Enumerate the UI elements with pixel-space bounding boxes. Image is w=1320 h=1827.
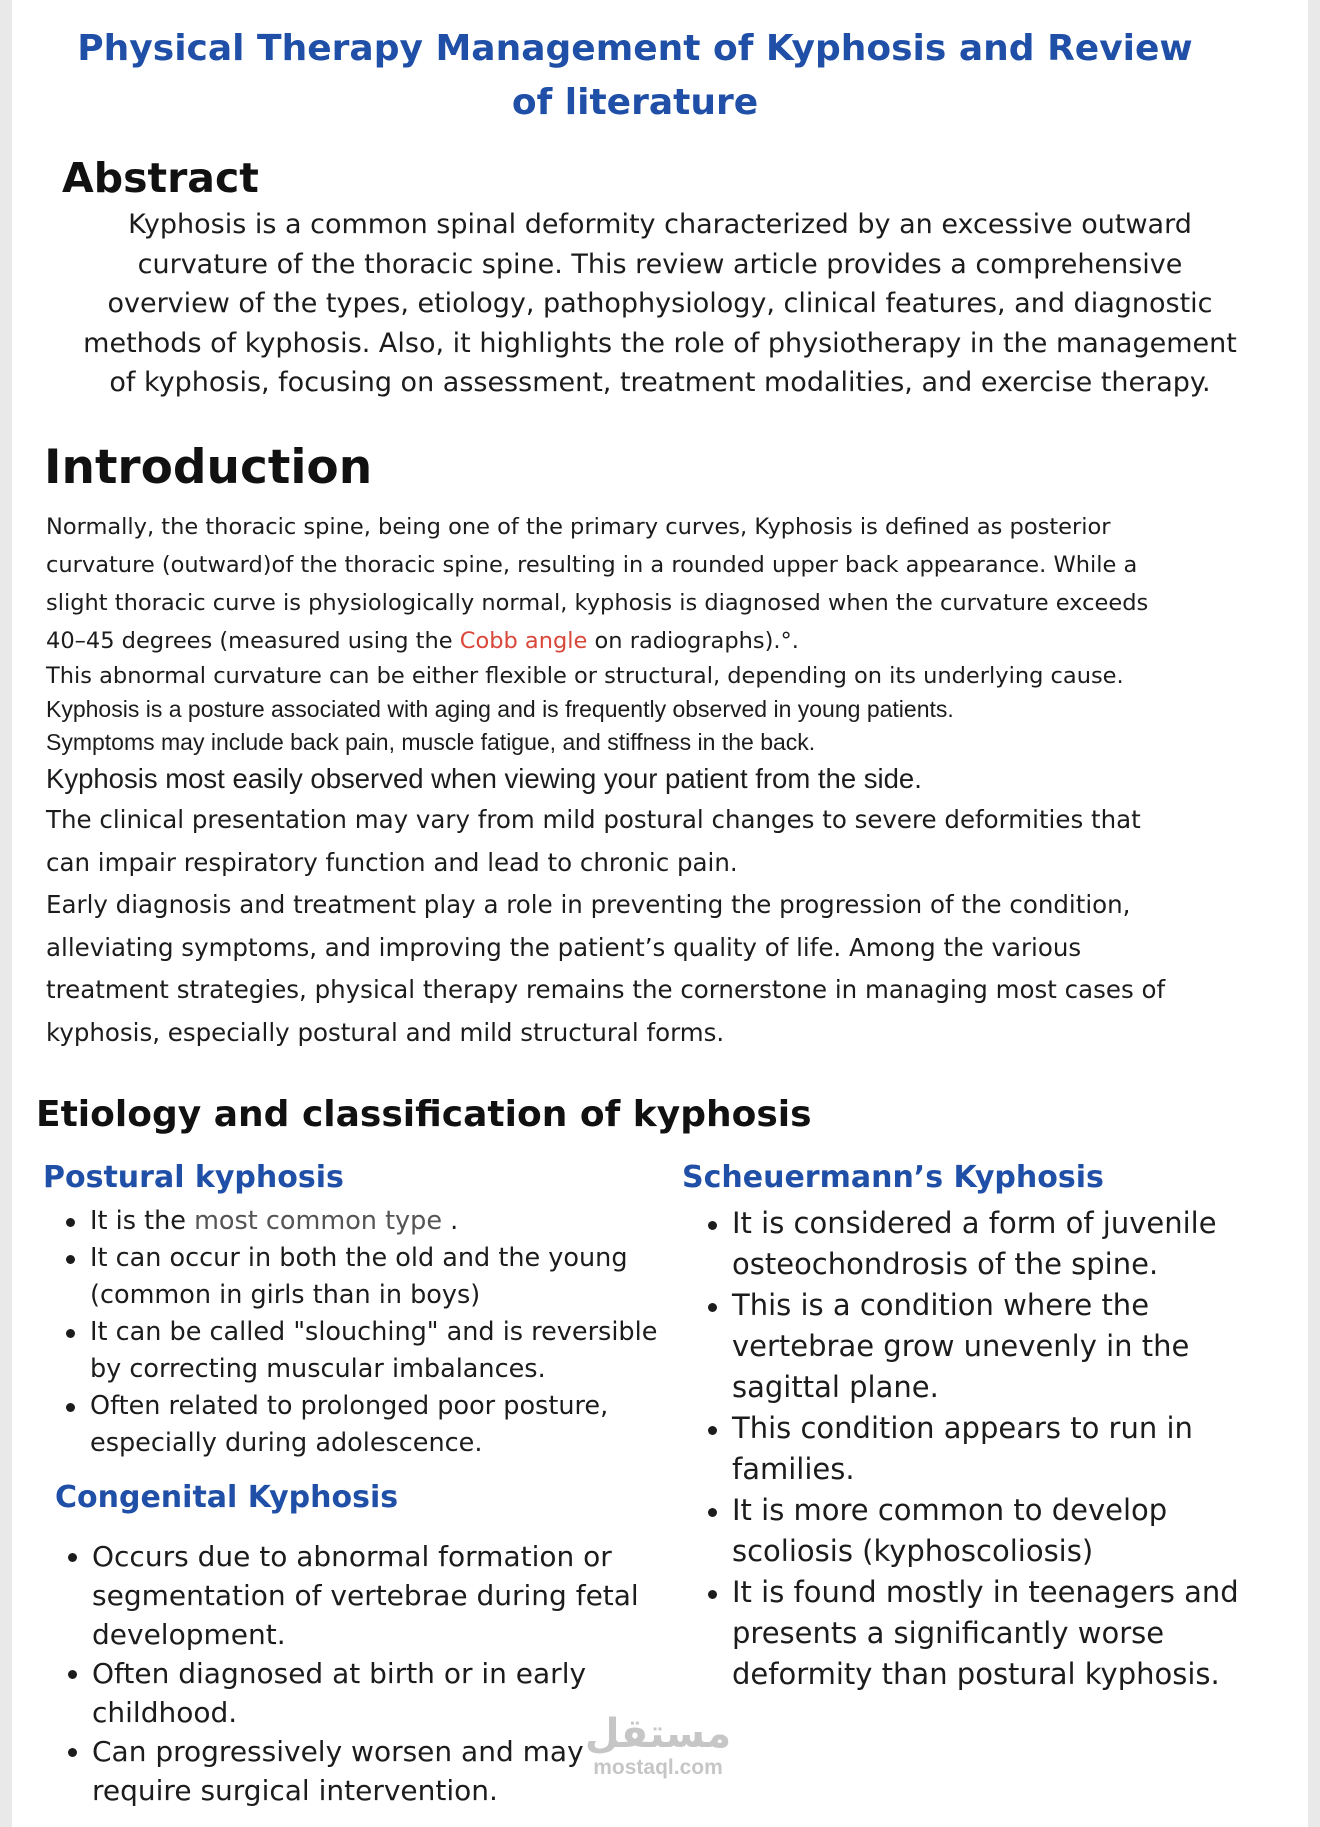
introduction-heading: Introduction (44, 440, 373, 495)
intro-line: slight thoracic curve is physiologically normal, kyphosis is diagnosed when the curvature exceeds (46, 590, 1149, 616)
list-item: It can be called "slouching" and is reversible by correcting muscular imbalances. (58, 1314, 688, 1388)
abstract-line: of kyphosis, focusing on assessment, treatment modalities, and exercise therapy. (109, 367, 1211, 398)
mostaql-watermark (578, 1712, 738, 1780)
list-item: Occurs due to abnormal formation or segmentation of vertebrae during fetal development. (60, 1537, 690, 1654)
list-item-text: . (442, 1206, 459, 1236)
intro-line: Normally, the thoracic spine, being one of the primary curves, Kyphosis is defined as posterior (46, 514, 1111, 540)
watermark-arabic: مستقل (584, 1711, 732, 1757)
abstract-line: overview of the types, etiology, pathophysiology, clinical features, and diagnostic (107, 288, 1213, 319)
intro-line: Symptoms may include back pain, muscle fatigue, and stiffness in the back. (46, 729, 816, 755)
intro-line: This abnormal curvature can be either flexible or structural, depending on its underlying cause. (46, 663, 1124, 689)
abstract-body (70, 205, 1250, 403)
watermark-latin: mostaql.com (593, 1756, 723, 1779)
intro-text: 40–45 degrees (measured using the (46, 628, 460, 654)
page-edge-left (0, 0, 12, 1827)
list-item-text: most common type (194, 1206, 443, 1236)
document-title: Physical Therapy Management of Kyphosis and Review of literature (77, 28, 1193, 123)
etiology-heading: Etiology and classification of kyphosis (36, 1094, 812, 1135)
intro-line-cobb (46, 622, 1266, 660)
intro-line: Early diagnosis and treatment play a role in preventing the progression of the condition, (46, 890, 1131, 919)
abstract-heading: Abstract (62, 154, 259, 202)
list-item: This is a condition where the vertebrae grow unevenly in the sagittal plane. (700, 1285, 1260, 1408)
intro-line: The clinical presentation may vary from mild postural changes to severe deformities that (46, 805, 1141, 834)
list-item: It is considered a form of juvenile osteochondrosis of the spine. (700, 1203, 1260, 1285)
intro-line: curvature (outward)of the thoracic spine, resulting in a rounded upper back appearance. While a (46, 552, 1138, 578)
postural-kyphosis-heading: Postural kyphosis (43, 1160, 344, 1195)
abstract-line: Kyphosis is a common spinal deformity characterized by an excessive outward (128, 209, 1192, 240)
intro-text: on radiographs).°. (587, 628, 799, 654)
abstract-line: methods of kyphosis. Also, it highlights the role of physiotherapy in the management (83, 327, 1237, 359)
introduction-body (46, 508, 1266, 1054)
page-edge-right (1308, 0, 1320, 1827)
list-item: Often related to prolonged poor posture, especially during adolescence. (58, 1388, 688, 1462)
intro-line: treatment strategies, physical therapy remains the cornerstone in managing most cases of (46, 975, 1166, 1004)
scheuermann-kyphosis-list (700, 1203, 1260, 1695)
list-item: It is found mostly in teenagers and presents a significantly worse deformity than postural kyphosis. (700, 1572, 1260, 1695)
abstract-line: curvature of the thoracic spine. This review article provides a comprehensive (137, 248, 1183, 280)
list-item: Often diagnosed at birth or in early childhood. (60, 1654, 690, 1732)
list-item: Can progressively worsen and may require surgical intervention. (60, 1732, 690, 1810)
list-item (58, 1203, 688, 1240)
cobb-angle-link[interactable]: Cobb angle (459, 628, 588, 654)
list-item: This condition appears to run in families. (700, 1408, 1260, 1490)
intro-line: can impair respiratory function and lead to chronic pain. (46, 847, 738, 877)
scheuermann-kyphosis-heading: Scheuermann’s Kyphosis (682, 1160, 1104, 1195)
intro-line: kyphosis, especially postural and mild structural forms. (46, 1017, 725, 1047)
intro-line: Kyphosis most easily observed when viewing your patient from the side. (46, 763, 922, 794)
intro-line: Kyphosis is a posture associated with aging and is frequently observed in young patients. (46, 696, 954, 722)
list-item-text: It is the (90, 1206, 195, 1236)
congenital-kyphosis-heading: Congenital Kyphosis (55, 1480, 399, 1515)
list-item: It is more common to develop scoliosis (kyphoscoliosis) (700, 1490, 1260, 1572)
list-item: It can occur in both the old and the young (common in girls than in boys) (58, 1240, 688, 1314)
intro-line: alleviating symptoms, and improving the patient’s quality of life. Among the various (46, 932, 1082, 962)
postural-kyphosis-list (58, 1203, 688, 1462)
